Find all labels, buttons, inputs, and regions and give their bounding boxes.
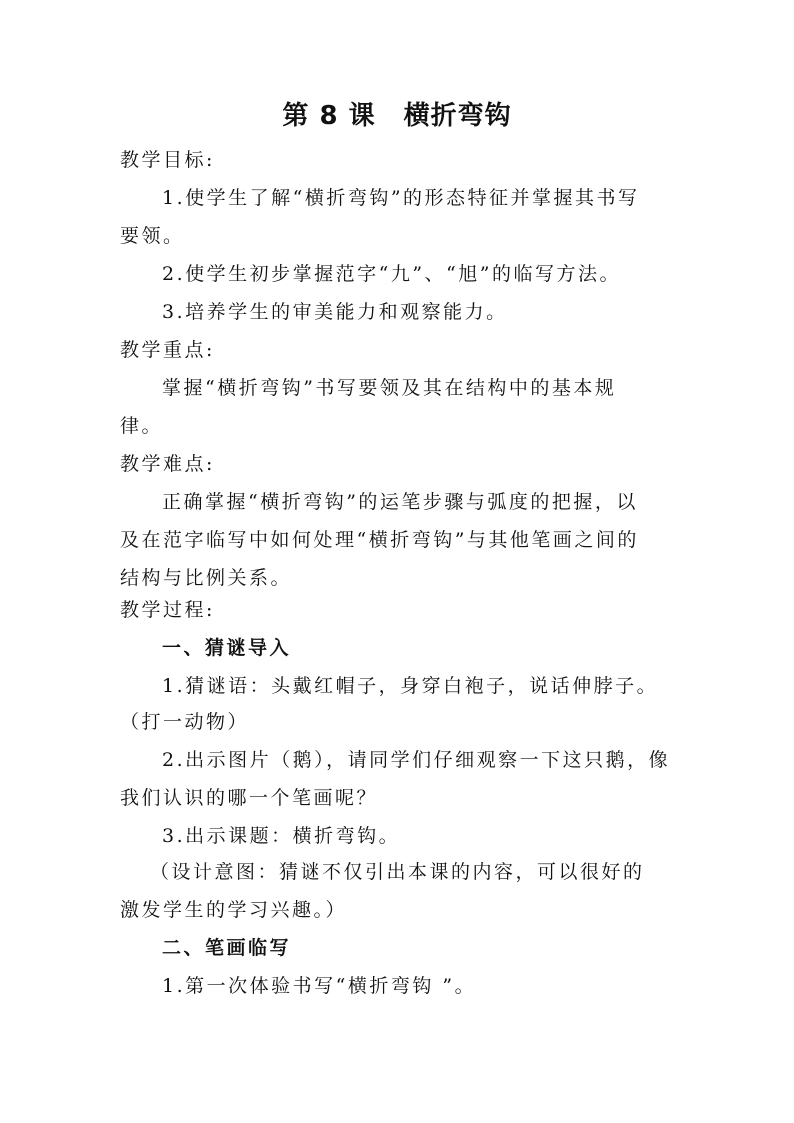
objective-1-line-1: 1.使学生了解“横折弯钩”的形态特征并掌握其书写 <box>162 187 640 209</box>
key-points-line-1: 掌握“横折弯钩”书写要领及其在结构中的基本规 <box>162 377 617 399</box>
lesson-number: 第 8 课 <box>282 101 376 131</box>
objectives-heading: 教学目标: <box>120 149 215 171</box>
s1-item-2-line-2: 我们认识的哪一个笔画呢？ <box>120 787 379 809</box>
s1-note-line-1: （设计意图：猜谜不仅引出本课的内容，可以很好的 <box>150 861 645 883</box>
difficulties-line-1: 正确掌握“横折弯钩”的运笔步骤与弧度的把握，以 <box>162 491 638 513</box>
s1-item-1-line-1: 1.猜谜语：头戴红帽子，身穿白袍子，说话伸脖子。 <box>162 675 659 697</box>
key-points-line-2: 律。 <box>120 415 164 437</box>
process-heading: 教学过程: <box>120 599 215 621</box>
s2-item-1: 1.第一次体验书写“横折弯钩 ”。 <box>162 975 477 997</box>
lesson-name: 横折弯钩 <box>403 101 512 131</box>
section-2-title: 二、笔画临写 <box>162 937 292 959</box>
page-title <box>0 98 794 134</box>
s1-note-line-2: 激发学生的学习兴趣。） <box>120 899 348 921</box>
difficulties-line-3: 结构与比例关系。 <box>120 567 293 589</box>
objective-1-line-2: 要领。 <box>120 225 185 247</box>
objective-2: 2.使学生初步掌握范字“九”、“旭”的临写方法。 <box>162 263 621 285</box>
s1-item-2-line-1: 2.出示图片（鹅），请同学们仔细观察一下这只鹅，像 <box>162 749 671 771</box>
difficulties-heading: 教学难点: <box>120 453 215 475</box>
key-points-heading: 教学重点: <box>120 339 215 361</box>
s1-item-1-line-2: （打一动物） <box>120 711 250 733</box>
difficulties-line-2: 及在范字临写中如何处理“横折弯钩”与其他笔画之间的 <box>120 529 639 551</box>
s1-item-3: 3.出示课题：横折弯钩。 <box>162 825 401 847</box>
objective-3: 3.培养学生的审美能力和观察能力。 <box>162 301 508 323</box>
section-1-title: 一、猜谜导入 <box>162 637 292 659</box>
